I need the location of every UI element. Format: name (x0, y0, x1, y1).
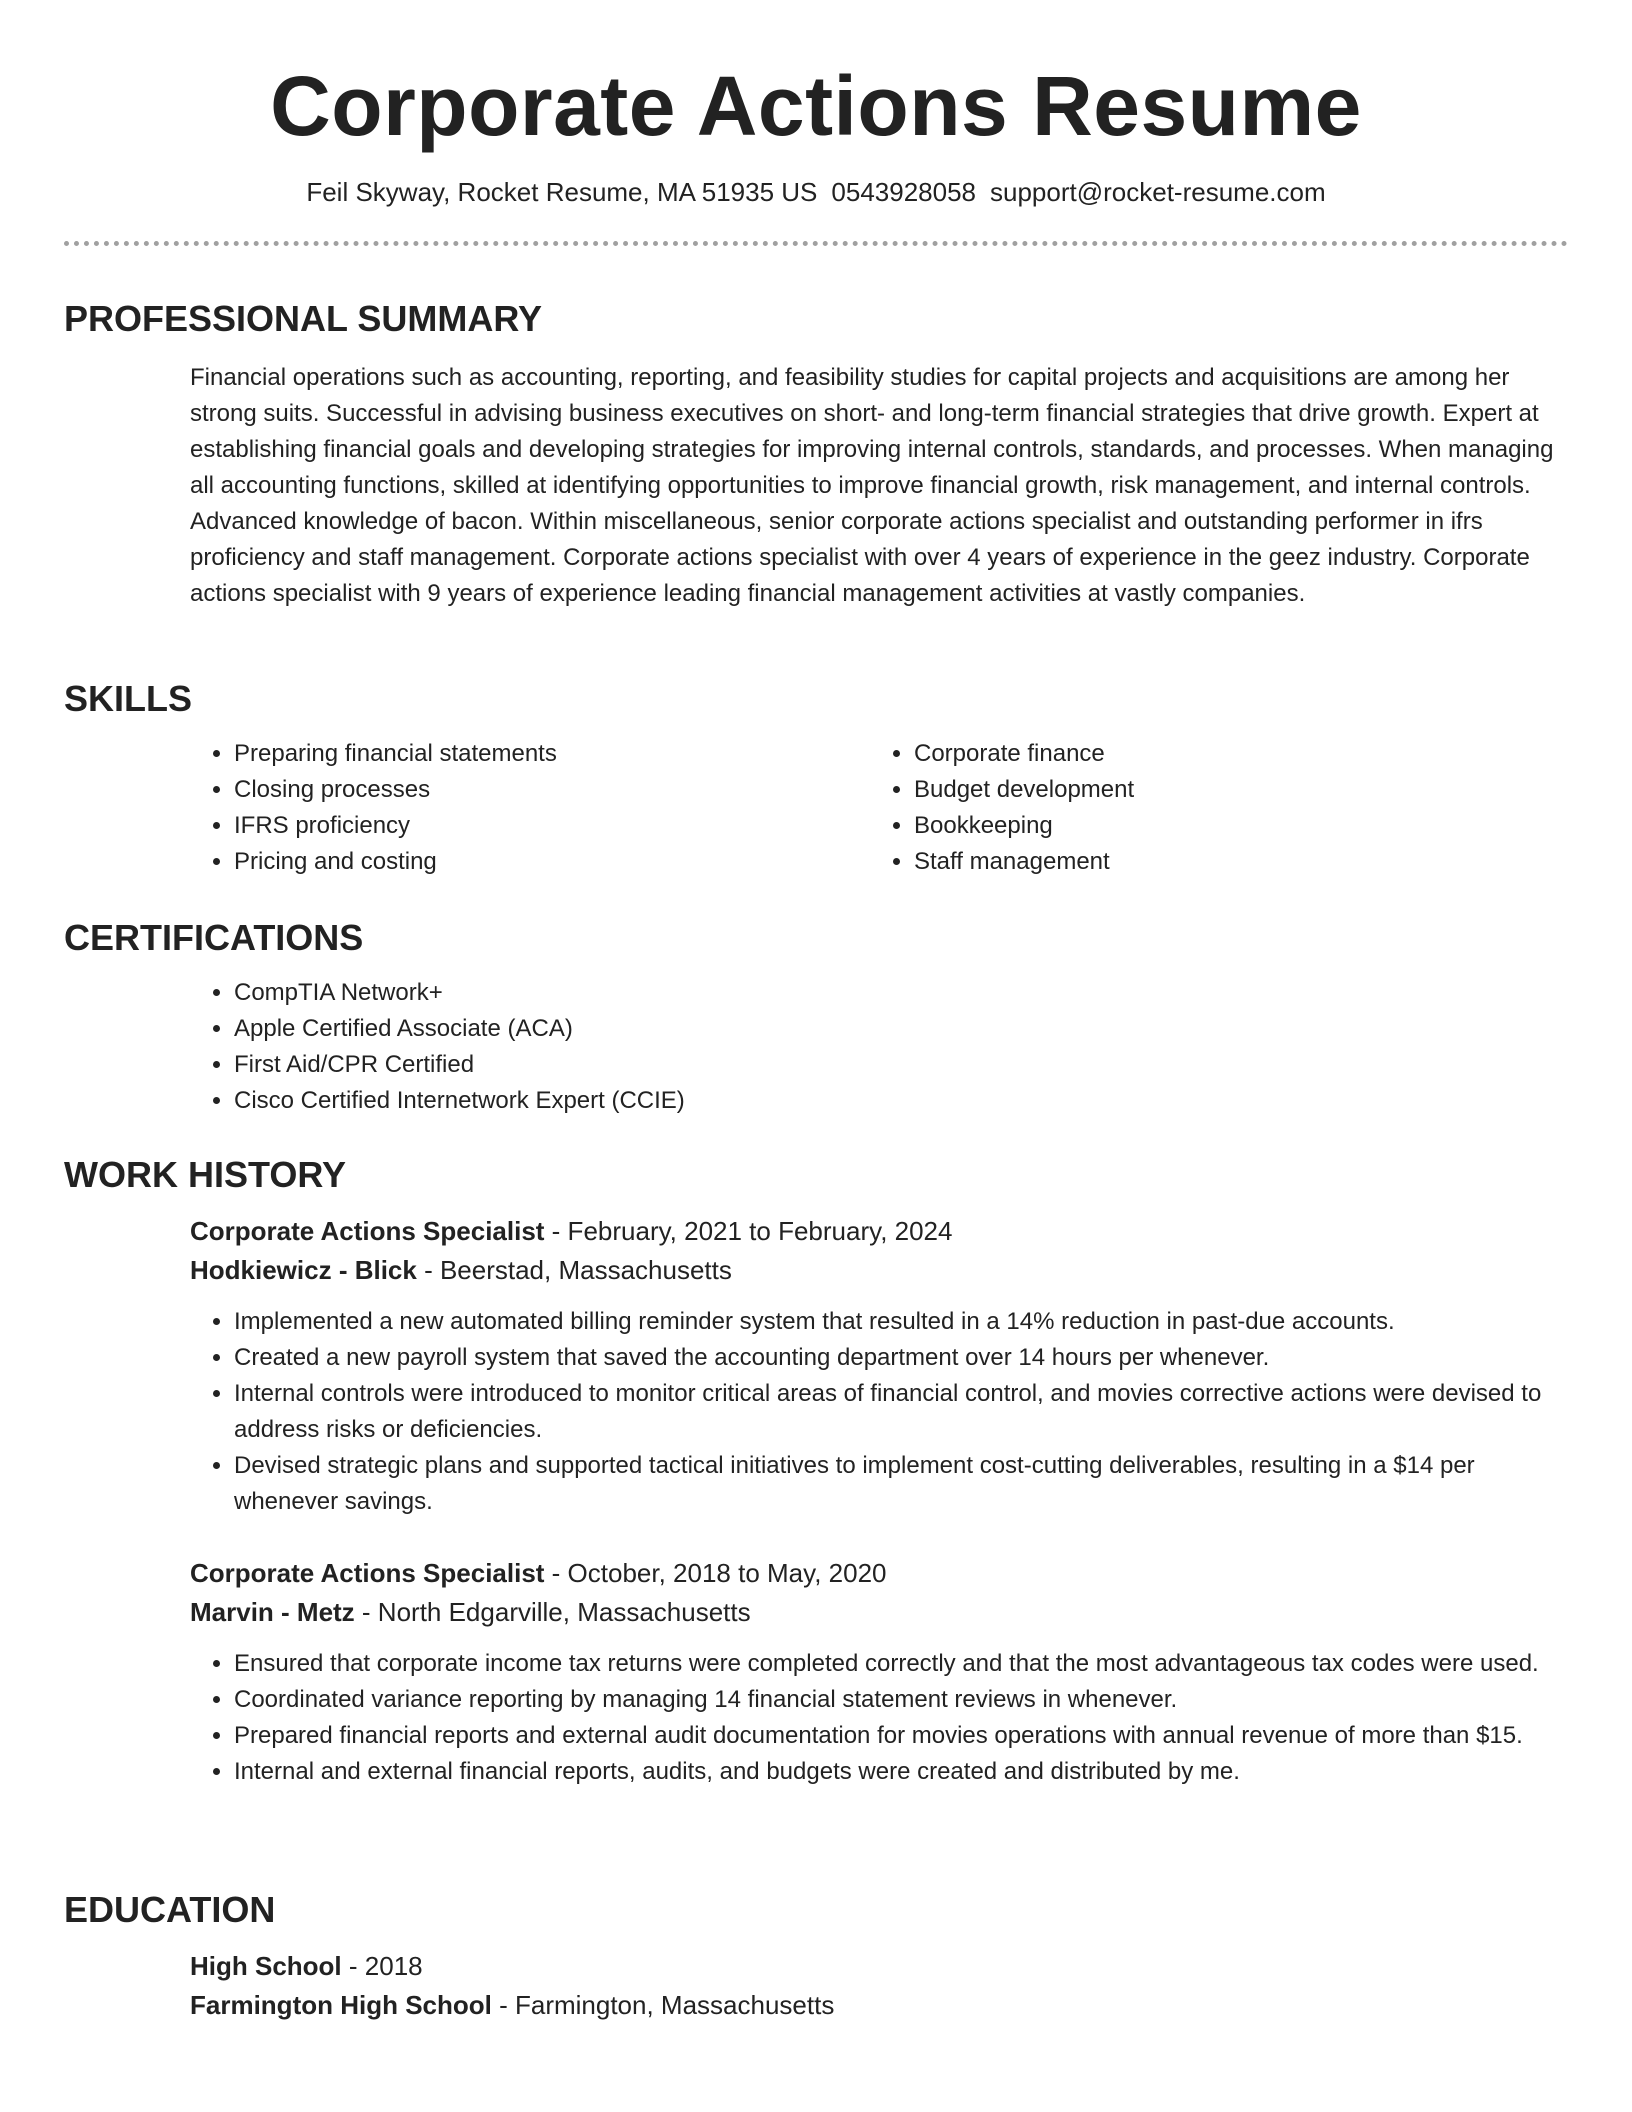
resume-title: Corporate Actions Resume (270, 59, 1362, 153)
job-entry (190, 1554, 1568, 1790)
job-company-line (190, 1593, 1568, 1632)
certification-item: • First Aid/CPR Certified (234, 1047, 1568, 1083)
contact-email: support@rocket-resume.com (990, 177, 1326, 207)
skill-item: • Bookkeeping (914, 808, 1550, 844)
skills-column-left (190, 736, 870, 880)
job-company: Hodkiewicz - Blick (190, 1255, 417, 1285)
skill-item: • Pricing and costing (234, 844, 870, 880)
skill-item: • IFRS proficiency (234, 808, 870, 844)
education-heading: EDUCATION (64, 1889, 276, 1930)
certifications-section (64, 915, 1568, 1119)
job-bullet: • Devised strategic plans and supported tactical initiatives to implement cost-cutting deliverables, resulting in a $14 per whenever savings. (234, 1448, 1568, 1520)
job-title-line (190, 1212, 1568, 1251)
education-location: - Farmington, Massachusetts (491, 1990, 835, 2020)
job-bullets (190, 1646, 1568, 1790)
certification-item: • Cisco Certified Internetwork Expert (CCIE) (234, 1083, 1568, 1119)
certifications-heading: CERTIFICATIONS (64, 917, 364, 958)
skill-item: • Closing processes (234, 772, 870, 808)
skills-column-right (870, 736, 1550, 880)
work-history-heading: WORK HISTORY (64, 1154, 347, 1195)
job-location: - North Edgarville, Massachusetts (354, 1597, 751, 1627)
education-school-line (190, 1986, 1568, 2025)
skill-item: • Staff management (914, 844, 1550, 880)
job-bullet: • Coordinated variance reporting by managing 14 financial statement reviews in whenever. (234, 1682, 1568, 1718)
work-history-section (64, 1152, 1568, 1790)
job-entry (190, 1212, 1568, 1520)
summary-heading: PROFESSIONAL SUMMARY (64, 298, 543, 339)
job-bullet: • Created a new payroll system that saved the accounting department over 14 hours per whenever. (234, 1340, 1568, 1376)
contact-address: Feil Skyway, Rocket Resume, MA 51935 US (306, 177, 818, 207)
job-company: Marvin - Metz (190, 1597, 355, 1627)
education-section (64, 1887, 1568, 2025)
skill-item: • Budget development (914, 772, 1550, 808)
certifications-list (190, 975, 1568, 1119)
skills-heading: SKILLS (64, 678, 193, 719)
job-bullet: • Prepared financial reports and external audit documentation for movies operations with annual revenue of more than $15. (234, 1718, 1568, 1754)
job-dates: - October, 2018 to May, 2020 (544, 1558, 887, 1588)
job-bullet: • Implemented a new automated billing reminder system that resulted in a 14% reduction in past-due accounts. (234, 1304, 1568, 1340)
job-title: Corporate Actions Specialist (190, 1216, 545, 1246)
education-school: Farmington High School (190, 1990, 492, 2020)
contact-phone: 0543928058 (831, 177, 977, 207)
education-degree: High School (190, 1951, 342, 1981)
certification-item: • CompTIA Network+ (234, 975, 1568, 1011)
job-bullet: • Ensured that corporate income tax returns were completed correctly and that the most advantageous tax codes were used. (234, 1646, 1568, 1682)
job-bullets (190, 1304, 1568, 1520)
summary-text: Financial operations such as accounting, reporting, and feasibility studies for capital projects and acquisitions are among her strong suits. Successful in advising business executives on short- and long-term financial strategies that drive growth. Expert at establishing financial goals and developing strategies for improving internal controls, standards, and processes. When managing all accounting functions, skilled at identifying opportunities to improve financial growth, risk management, and internal controls. Advanced knowledge of bacon. Within miscellaneous, senior corporate actions specialist and outstanding performer in ifrs proficiency and staff management. Corporate actions specialist with over 4 years of experience in the geez industry. Corporate actions specialist with 9 years of experience leading financial management activities at vastly companies. (190, 364, 1554, 607)
skill-item: • Corporate finance (914, 736, 1550, 772)
skill-item: • Preparing financial statements (234, 736, 870, 772)
education-year: - 2018 (341, 1951, 423, 1981)
education-entry (190, 1947, 1568, 2025)
contact-line (64, 174, 1568, 210)
job-title-line (190, 1554, 1568, 1593)
education-degree-line (190, 1947, 1568, 1986)
skills-section (64, 676, 1568, 880)
job-bullet: • Internal controls were introduced to monitor critical areas of financial control, and movies corrective actions were devised to address risks or deficiencies. (234, 1376, 1568, 1448)
summary-section (64, 296, 1568, 612)
job-bullet: • Internal and external financial reports, audits, and budgets were created and distributed by me. (234, 1754, 1568, 1790)
certification-item: • Apple Certified Associate (ACA) (234, 1011, 1568, 1047)
job-location: - Beerstad, Massachusetts (416, 1255, 732, 1285)
header-divider (64, 241, 1568, 246)
job-dates: - February, 2021 to February, 2024 (544, 1216, 953, 1246)
job-company-line (190, 1251, 1568, 1290)
skills-columns (190, 736, 1568, 880)
job-title: Corporate Actions Specialist (190, 1558, 545, 1588)
